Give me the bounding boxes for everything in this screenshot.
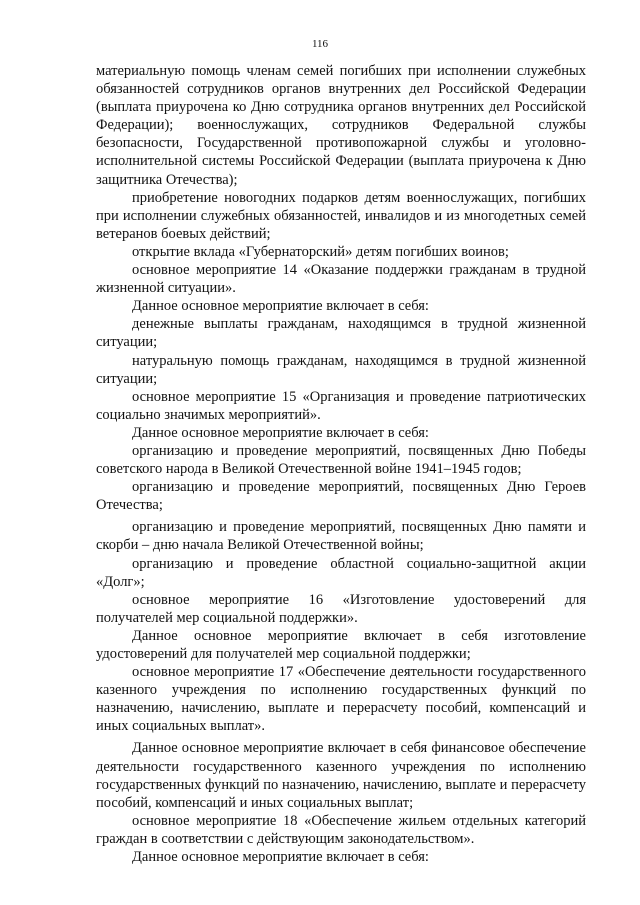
paragraph: организацию и проведение областной социально-защитной акции «Долг»; <box>96 555 586 590</box>
paragraph: основное мероприятие 17 «Обеспечение деятельности государственного казенного учреждения по исполнению государственных функций по назначению, начислению, выплате и перерасчету пособий, компенсаций и иных социальных выплат». <box>96 664 586 735</box>
paragraph: Данное основное мероприятие включает в себя: <box>132 298 429 315</box>
paragraph: основное мероприятие 14 «Оказание поддержки гражданам в трудной жизненной ситуации». <box>96 262 586 297</box>
paragraph: приобретение новогодних подарков детям военнослужащих, погибших при исполнении служебных обязанностей, инвалидов и из многодетных семей ветеранов боевых действий; <box>96 189 586 242</box>
paragraph: материальную помощь членам семей погибших при исполнении служебных обязанностей сотрудников органов внутренних дел Российской Федерации (выплата приурочена ко Дню сотрудника органов внутренних дел Российской Федерации); военнослужащих, сотрудников Федеральной службы безопасности, Государственной противопожарной службы и уголовно-исполнительной системы Российской Федерации (выплата приурочена к Дню защитника Отечества); <box>96 63 586 188</box>
paragraph: организацию и проведение мероприятий, посвященных Дню Героев Отечества; <box>96 479 586 514</box>
paragraph: Данное основное мероприятие включает в себя: <box>132 849 429 866</box>
paragraph: организацию и проведение мероприятий, посвященных Дню памяти и скорби – дню начала Великой Отечественной войны; <box>96 519 586 554</box>
document-body <box>96 62 586 866</box>
paragraph: организацию и проведение мероприятий, посвященных Дню Победы советского народа в Великой Отечественной войне 1941–1945 годов; <box>96 442 586 478</box>
paragraph: денежные выплаты гражданам, находящимся в трудной жизненной ситуации; <box>96 316 586 351</box>
paragraph: Данное основное мероприятие включает в себя: <box>132 424 429 441</box>
paragraph: натуральную помощь гражданам, находящимся в трудной жизненной ситуации; <box>96 352 586 387</box>
page-number: 116 <box>311 38 329 50</box>
paragraph: основное мероприятие 16 «Изготовление удостоверений для получателей мер социальной поддержки». <box>96 591 586 626</box>
paragraph: открытие вклада «Губернаторский» детям погибших воинов; <box>132 243 509 260</box>
paragraph: основное мероприятие 15 «Организация и проведение патриотических социально значимых мероприятий». <box>96 388 586 423</box>
paragraph: основное мероприятие 18 «Обеспечение жильем отдельных категорий граждан в соответствии с действующим законодательством». <box>96 812 586 847</box>
paragraph: Данное основное мероприятие включает в себя изготовление удостоверений для получателей мер социальной поддержки; <box>96 627 586 662</box>
paragraph: Данное основное мероприятие включает в себя финансовое обеспечение деятельности государственного казенного учреждения по исполнению государственных функций по назначению, начислению, выплате и перерасчету пособий, компенсаций и иных социальных выплат; <box>96 740 586 811</box>
